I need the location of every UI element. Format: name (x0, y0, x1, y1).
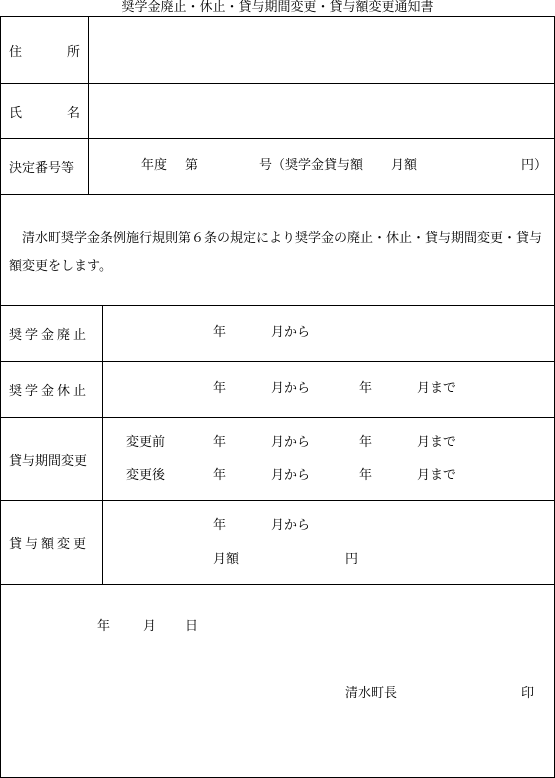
decision-yen: 円） (521, 158, 548, 173)
date-year: 年 (97, 619, 111, 634)
amount-from: 月から (271, 518, 311, 533)
period-before-year-1: 年 (213, 435, 227, 450)
period-after-from: 月から (271, 468, 311, 483)
date-day: 日 (185, 619, 199, 634)
amount-year: 年 (213, 518, 227, 533)
amount-label (1, 501, 103, 584)
suspend-year-2: 年 (359, 381, 373, 396)
period-after-year-2: 年 (359, 468, 373, 483)
amount-monthly: 月額 (213, 552, 240, 567)
notice-row (1, 194, 554, 305)
notice-form (0, 16, 555, 778)
date-month: 月 (143, 619, 157, 634)
period-after-label: 変更後 (126, 468, 166, 483)
suspend-label-text: 奨学金休止 (9, 384, 90, 399)
suspend-label (1, 362, 103, 417)
name-row (1, 83, 554, 138)
suspend-year-1: 年 (213, 381, 227, 396)
decision-label-text: 決定番号等 (9, 161, 75, 176)
address-row (1, 17, 554, 83)
address-label-char-1: 住 (9, 44, 23, 60)
decision-getsugaku: 月額 (391, 158, 418, 173)
decision-dai: 第 (185, 158, 199, 173)
address-field[interactable] (89, 17, 554, 83)
decision-nendo: 年度 (141, 158, 168, 173)
abolish-from: 月から (271, 325, 311, 340)
period-before-year-2: 年 (359, 435, 373, 450)
period-row (1, 417, 554, 500)
notice-text: 清水町奨学金条例施行規則第６条の規定により奨学金の廃止・休止・貸与期間変更・貸与額変更をします。 (9, 231, 543, 274)
name-label-char-1: 氏 (9, 105, 23, 121)
period-after-year-1: 年 (213, 468, 227, 483)
period-before-label: 変更前 (126, 435, 166, 450)
abolish-row (1, 305, 554, 361)
period-before-from: 月から (271, 435, 311, 450)
name-field[interactable] (89, 84, 554, 138)
document-title: 奨学金廃止・休止・貸与期間変更・貸与額変更通知書 (121, 0, 434, 15)
amount-label-text: 貸与額変更 (9, 537, 90, 552)
amount-yen: 円 (345, 552, 359, 567)
name-label-char-2: 名 (66, 105, 80, 121)
amount-row (1, 500, 554, 584)
address-label-char-2: 所 (66, 44, 80, 60)
abolish-label (1, 306, 103, 361)
address-label (1, 17, 89, 83)
abolish-label-text: 奨学金廃止 (9, 328, 90, 343)
seal-mark: 印 (521, 686, 535, 701)
period-before-until: 月まで (417, 435, 457, 450)
suspend-from: 月から (271, 381, 311, 396)
period-label-text: 貸与期間変更 (9, 453, 88, 469)
period-after-until: 月まで (417, 468, 457, 483)
decision-row (1, 138, 554, 194)
signature-row (1, 584, 554, 777)
suspend-until: 月まで (417, 381, 457, 396)
decision-go: 号（奨学金貸与額 (259, 158, 364, 173)
name-label (1, 84, 89, 138)
decision-label (1, 139, 89, 194)
abolish-year: 年 (213, 325, 227, 340)
period-label (1, 418, 103, 500)
suspend-row (1, 361, 554, 417)
mayor-title: 清水町長 (345, 686, 398, 701)
